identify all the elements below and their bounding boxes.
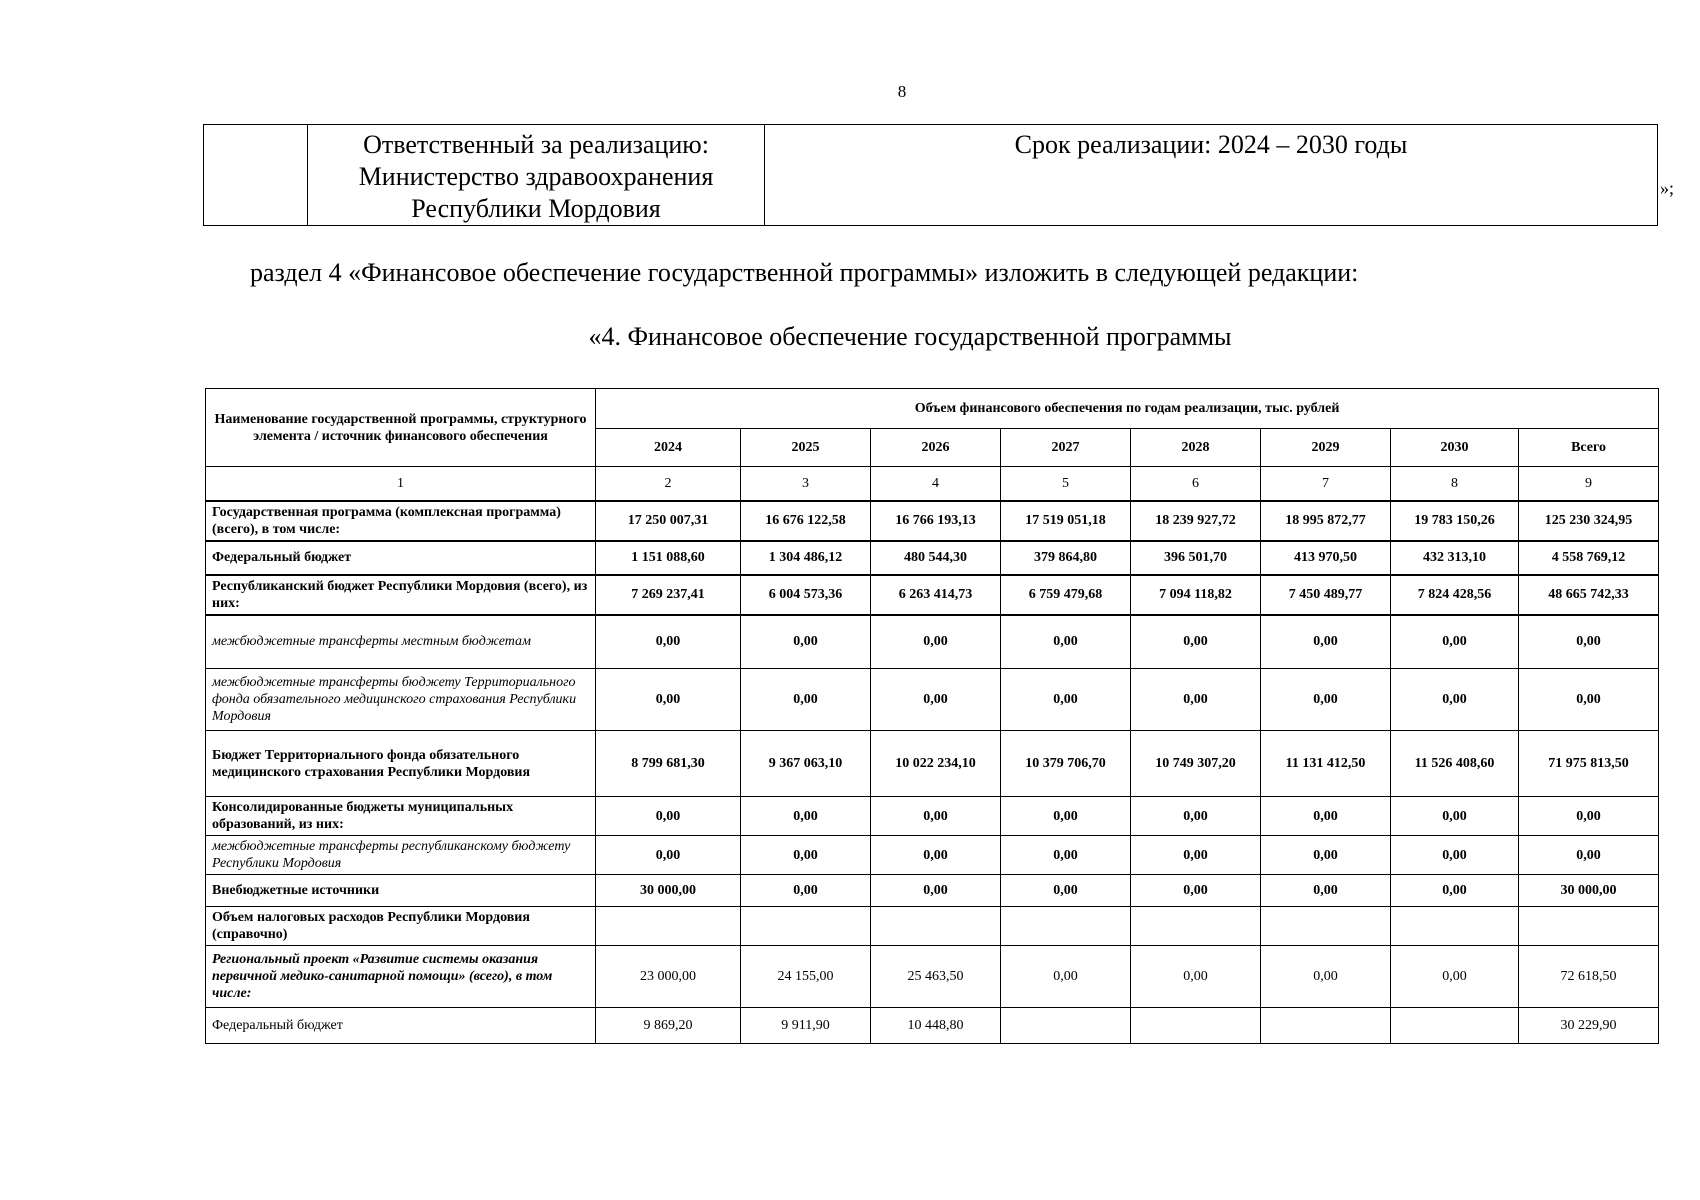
value-cell: 7 269 237,41 bbox=[596, 575, 741, 615]
value-cell: 18 239 927,72 bbox=[1131, 501, 1261, 541]
value-cell: 10 448,80 bbox=[871, 1008, 1001, 1044]
row-name: Региональный проект «Развитие системы оказания первичной медико-санитарной помощи» (всего), в том числе: bbox=[206, 946, 596, 1008]
value-cell: 0,00 bbox=[1391, 615, 1519, 669]
value-cell: 16 766 193,13 bbox=[871, 501, 1001, 541]
value-cell: 0,00 bbox=[596, 797, 741, 836]
value-cell bbox=[871, 907, 1001, 946]
value-cell: 8 799 681,30 bbox=[596, 731, 741, 797]
row-name: Объем налоговых расходов Республики Мордовия (справочно) bbox=[206, 907, 596, 946]
value-cell bbox=[1391, 1008, 1519, 1044]
value-cell: 0,00 bbox=[1261, 797, 1391, 836]
column-number: 9 bbox=[1519, 467, 1659, 501]
column-number: 8 bbox=[1391, 467, 1519, 501]
row-name: межбюджетные трансферты республиканскому бюджету Республики Мордовия bbox=[206, 836, 596, 875]
financing-table bbox=[205, 388, 1659, 1044]
value-cell: 396 501,70 bbox=[1131, 541, 1261, 575]
value-cell: 7 824 428,56 bbox=[1391, 575, 1519, 615]
value-cell: 0,00 bbox=[1261, 669, 1391, 731]
table-row bbox=[206, 875, 1659, 907]
value-cell: 72 618,50 bbox=[1519, 946, 1659, 1008]
year-header: 2029 bbox=[1261, 429, 1391, 467]
year-header: Всего bbox=[1519, 429, 1659, 467]
value-cell: 0,00 bbox=[1519, 615, 1659, 669]
value-cell: 30 229,90 bbox=[1519, 1008, 1659, 1044]
year-header: 2026 bbox=[871, 429, 1001, 467]
value-cell: 0,00 bbox=[1391, 669, 1519, 731]
year-header: 2028 bbox=[1131, 429, 1261, 467]
value-cell: 0,00 bbox=[1131, 946, 1261, 1008]
value-cell: 0,00 bbox=[1391, 875, 1519, 907]
column-number: 7 bbox=[1261, 467, 1391, 501]
year-header: 2030 bbox=[1391, 429, 1519, 467]
table-row bbox=[206, 907, 1659, 946]
value-cell bbox=[1261, 1008, 1391, 1044]
table-row bbox=[206, 946, 1659, 1008]
row-name: Федеральный бюджет bbox=[206, 1008, 596, 1044]
volume-header: Объем финансового обеспечения по годам реализации, тыс. рублей bbox=[596, 389, 1659, 429]
value-cell: 71 975 813,50 bbox=[1519, 731, 1659, 797]
table-row bbox=[206, 615, 1659, 669]
value-cell: 0,00 bbox=[1001, 875, 1131, 907]
section-instruction: раздел 4 «Финансовое обеспечение государственной программы» изложить в следующей редакции: bbox=[250, 258, 1359, 287]
value-cell: 16 676 122,58 bbox=[741, 501, 871, 541]
table-row bbox=[206, 797, 1659, 836]
value-cell: 125 230 324,95 bbox=[1519, 501, 1659, 541]
section-heading: «4. Финансовое обеспечение государственной программы bbox=[588, 322, 1232, 351]
column-number: 3 bbox=[741, 467, 871, 501]
value-cell: 0,00 bbox=[1131, 797, 1261, 836]
value-cell: 0,00 bbox=[1519, 836, 1659, 875]
value-cell bbox=[1391, 907, 1519, 946]
value-cell: 0,00 bbox=[871, 875, 1001, 907]
value-cell: 379 864,80 bbox=[1001, 541, 1131, 575]
name-column-header: Наименование государственной программы, структурного элемента / источник финансового обеспечения bbox=[206, 389, 596, 467]
value-cell: 10 379 706,70 bbox=[1001, 731, 1131, 797]
row-name: Консолидированные бюджеты муниципальных образований, из них: bbox=[206, 797, 596, 836]
value-cell: 9 911,90 bbox=[741, 1008, 871, 1044]
value-cell bbox=[1001, 907, 1131, 946]
row-name: Государственная программа (комплексная программа) (всего), в том числе: bbox=[206, 501, 596, 541]
value-cell bbox=[1001, 1008, 1131, 1044]
table-row bbox=[206, 731, 1659, 797]
page-number: 8 bbox=[897, 82, 907, 101]
value-cell: 24 155,00 bbox=[741, 946, 871, 1008]
passport-table bbox=[203, 124, 1658, 226]
value-cell: 0,00 bbox=[1261, 615, 1391, 669]
value-cell: 9 869,20 bbox=[596, 1008, 741, 1044]
value-cell: 10 749 307,20 bbox=[1131, 731, 1261, 797]
row-name: Республиканский бюджет Республики Мордовия (всего), из них: bbox=[206, 575, 596, 615]
value-cell: 0,00 bbox=[871, 797, 1001, 836]
value-cell bbox=[1131, 907, 1261, 946]
value-cell bbox=[741, 907, 871, 946]
value-cell: 0,00 bbox=[741, 797, 871, 836]
value-cell: 25 463,50 bbox=[871, 946, 1001, 1008]
value-cell: 0,00 bbox=[741, 615, 871, 669]
value-cell: 0,00 bbox=[871, 836, 1001, 875]
value-cell: 0,00 bbox=[1391, 836, 1519, 875]
value-cell: 11 526 408,60 bbox=[1391, 731, 1519, 797]
value-cell: 0,00 bbox=[1261, 875, 1391, 907]
column-number: 1 bbox=[206, 467, 596, 501]
value-cell: 11 131 412,50 bbox=[1261, 731, 1391, 797]
value-cell bbox=[1261, 907, 1391, 946]
value-cell bbox=[1519, 907, 1659, 946]
value-cell: 0,00 bbox=[1391, 946, 1519, 1008]
responsible-cell: Ответственный за реализацию: Министерство здравоохранения Республики Мордовия bbox=[308, 125, 765, 226]
row-name: межбюджетные трансферты местным бюджетам bbox=[206, 615, 596, 669]
value-cell: 0,00 bbox=[1519, 669, 1659, 731]
value-cell: 0,00 bbox=[1131, 615, 1261, 669]
row-name: межбюджетные трансферты бюджету Территориального фонда обязательного медицинского страхования Республики Мордовия bbox=[206, 669, 596, 731]
value-cell: 0,00 bbox=[741, 669, 871, 731]
row-name: Федеральный бюджет bbox=[206, 541, 596, 575]
value-cell: 480 544,30 bbox=[871, 541, 1001, 575]
value-cell: 0,00 bbox=[1131, 669, 1261, 731]
term-cell: Срок реализации: 2024 – 2030 годы bbox=[765, 125, 1658, 226]
passport-blank-cell bbox=[204, 125, 308, 226]
value-cell: 17 250 007,31 bbox=[596, 501, 741, 541]
value-cell: 10 022 234,10 bbox=[871, 731, 1001, 797]
value-cell: 0,00 bbox=[1001, 615, 1131, 669]
table-row bbox=[206, 1008, 1659, 1044]
value-cell: 0,00 bbox=[596, 615, 741, 669]
value-cell: 0,00 bbox=[871, 669, 1001, 731]
value-cell: 6 263 414,73 bbox=[871, 575, 1001, 615]
value-cell: 30 000,00 bbox=[1519, 875, 1659, 907]
table-row bbox=[206, 541, 1659, 575]
value-cell: 413 970,50 bbox=[1261, 541, 1391, 575]
value-cell: 432 313,10 bbox=[1391, 541, 1519, 575]
value-cell: 18 995 872,77 bbox=[1261, 501, 1391, 541]
column-number: 5 bbox=[1001, 467, 1131, 501]
value-cell: 0,00 bbox=[1001, 669, 1131, 731]
row-name: Внебюджетные источники bbox=[206, 875, 596, 907]
value-cell: 0,00 bbox=[1519, 797, 1659, 836]
value-cell: 0,00 bbox=[1391, 797, 1519, 836]
value-cell: 0,00 bbox=[1261, 836, 1391, 875]
column-number: 2 bbox=[596, 467, 741, 501]
value-cell: 7 094 118,82 bbox=[1131, 575, 1261, 615]
value-cell: 0,00 bbox=[871, 615, 1001, 669]
column-number: 6 bbox=[1131, 467, 1261, 501]
value-cell: 0,00 bbox=[596, 836, 741, 875]
value-cell: 6 759 479,68 bbox=[1001, 575, 1131, 615]
year-header: 2025 bbox=[741, 429, 871, 467]
value-cell bbox=[1131, 1008, 1261, 1044]
value-cell: 9 367 063,10 bbox=[741, 731, 871, 797]
value-cell: 0,00 bbox=[1261, 946, 1391, 1008]
value-cell: 0,00 bbox=[1001, 946, 1131, 1008]
value-cell: 30 000,00 bbox=[596, 875, 741, 907]
value-cell: 1 304 486,12 bbox=[741, 541, 871, 575]
value-cell: 0,00 bbox=[1001, 797, 1131, 836]
table-row bbox=[206, 575, 1659, 615]
value-cell: 17 519 051,18 bbox=[1001, 501, 1131, 541]
value-cell: 0,00 bbox=[741, 875, 871, 907]
value-cell: 0,00 bbox=[1001, 836, 1131, 875]
value-cell: 0,00 bbox=[1131, 836, 1261, 875]
value-cell: 0,00 bbox=[596, 669, 741, 731]
close-quote: »; bbox=[1660, 178, 1675, 198]
value-cell: 23 000,00 bbox=[596, 946, 741, 1008]
value-cell: 4 558 769,12 bbox=[1519, 541, 1659, 575]
value-cell bbox=[596, 907, 741, 946]
value-cell: 6 004 573,36 bbox=[741, 575, 871, 615]
table-row bbox=[206, 836, 1659, 875]
table-row bbox=[206, 669, 1659, 731]
table-row bbox=[206, 501, 1659, 541]
value-cell: 0,00 bbox=[741, 836, 871, 875]
year-header: 2024 bbox=[596, 429, 741, 467]
year-header: 2027 bbox=[1001, 429, 1131, 467]
value-cell: 48 665 742,33 bbox=[1519, 575, 1659, 615]
value-cell: 1 151 088,60 bbox=[596, 541, 741, 575]
row-name: Бюджет Территориального фонда обязательного медицинского страхования Республики Мордовия bbox=[206, 731, 596, 797]
value-cell: 7 450 489,77 bbox=[1261, 575, 1391, 615]
column-number: 4 bbox=[871, 467, 1001, 501]
value-cell: 0,00 bbox=[1131, 875, 1261, 907]
value-cell: 19 783 150,26 bbox=[1391, 501, 1519, 541]
